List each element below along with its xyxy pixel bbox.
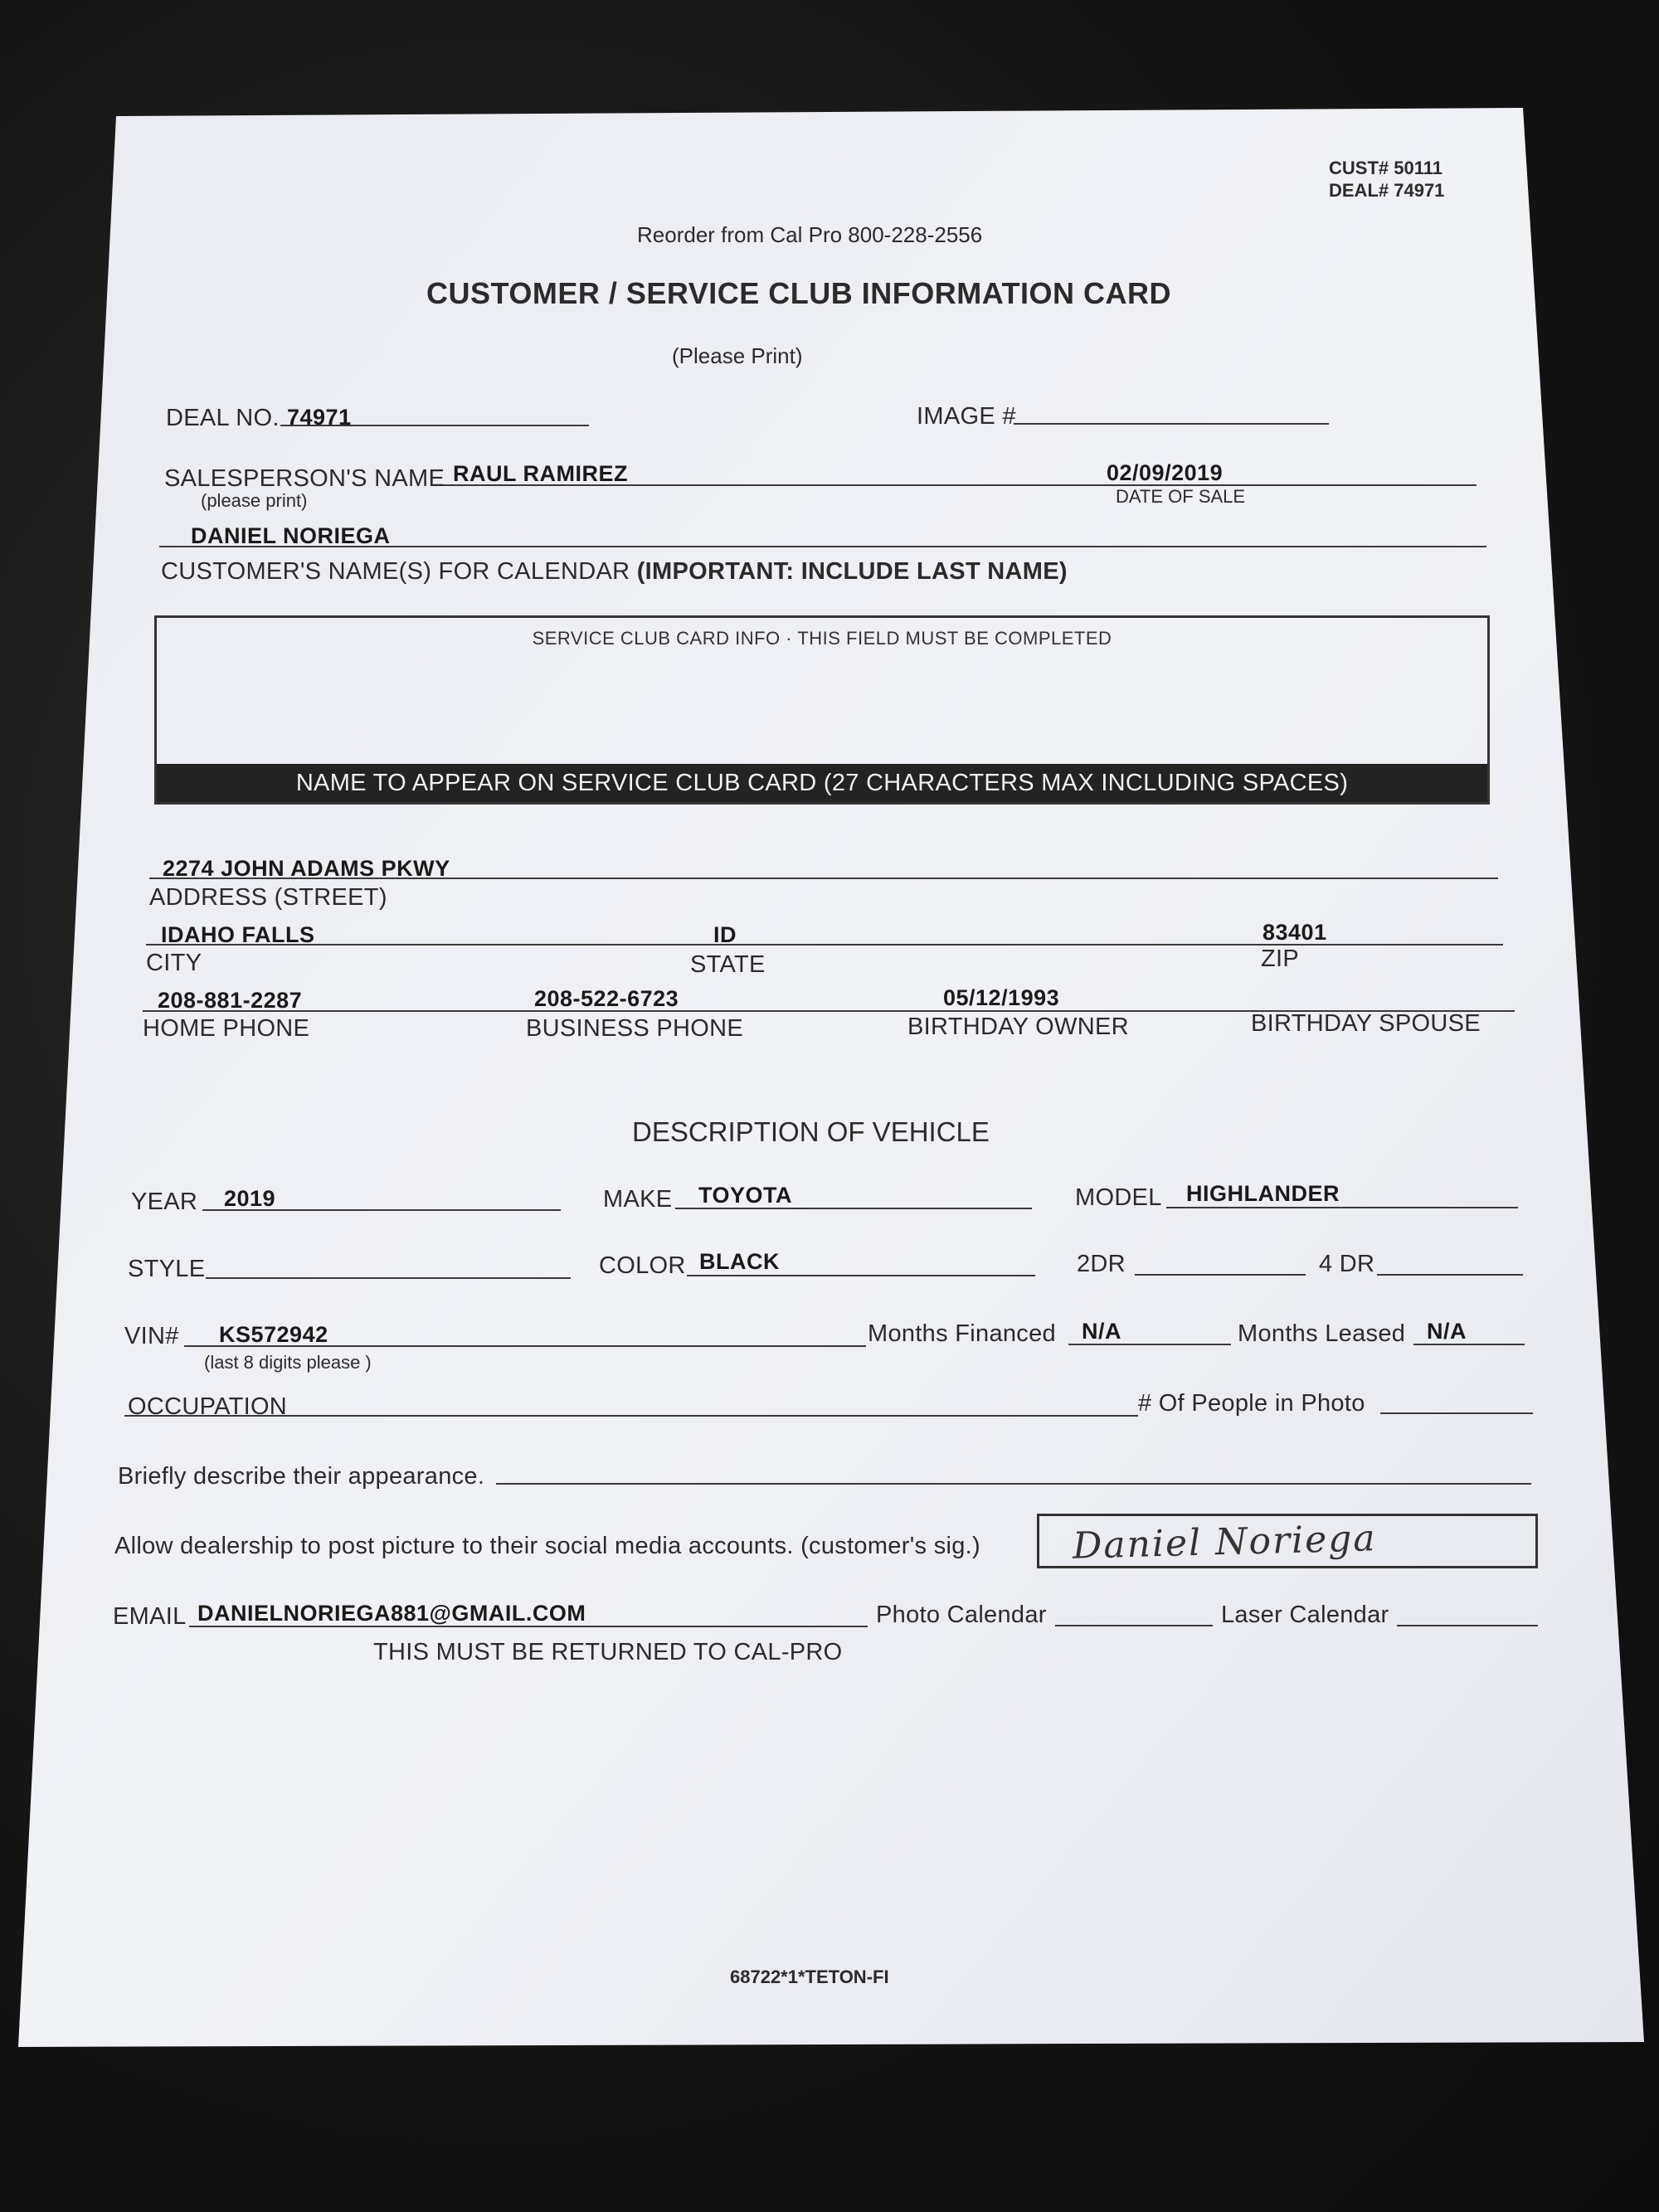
deal-number-top: DEAL# 74971 bbox=[1329, 180, 1445, 201]
people-in-photo-line[interactable] bbox=[1380, 1412, 1533, 1414]
street-line bbox=[149, 878, 1498, 879]
business-phone-value[interactable]: 208-522-6723 bbox=[534, 986, 679, 1011]
customer-signature: Daniel Noriega bbox=[1072, 1517, 1378, 1568]
color-value[interactable]: BLACK bbox=[699, 1249, 780, 1274]
make-line bbox=[675, 1208, 1032, 1209]
deal-no-line bbox=[280, 425, 589, 426]
birthday-owner-label: BIRTHDAY OWNER bbox=[907, 1014, 1129, 1040]
model-label: MODEL bbox=[1075, 1184, 1162, 1211]
four-door-line[interactable] bbox=[1377, 1274, 1523, 1276]
model-value[interactable]: HIGHLANDER bbox=[1186, 1181, 1340, 1206]
image-no-label: IMAGE # bbox=[917, 403, 1016, 430]
birthday-owner-value[interactable]: 05/12/1993 bbox=[943, 985, 1060, 1010]
image-no-line[interactable] bbox=[1014, 423, 1329, 425]
year-label: YEAR bbox=[131, 1189, 198, 1215]
city-value[interactable]: IDAHO FALLS bbox=[161, 922, 315, 947]
home-phone-label: HOME PHONE bbox=[143, 1015, 310, 1042]
zip-label: ZIP bbox=[1261, 946, 1300, 972]
service-club-header: SERVICE CLUB CARD INFO · THIS FIELD MUST BE COMPLETED bbox=[532, 628, 1112, 649]
date-of-sale-label: DATE OF SALE bbox=[1116, 486, 1246, 507]
signature-box[interactable] bbox=[1037, 1514, 1538, 1568]
months-financed-label: Months Financed bbox=[868, 1320, 1056, 1347]
four-door-label: 4 DR bbox=[1319, 1251, 1375, 1277]
street-label: ADDRESS (STREET) bbox=[149, 884, 387, 911]
home-phone-value[interactable]: 208-881-2287 bbox=[158, 988, 303, 1013]
footer-code: 68722*1*TETON-FI bbox=[730, 1966, 889, 1987]
birthday-spouse-label: BIRTHDAY SPOUSE bbox=[1251, 1010, 1481, 1037]
color-label: COLOR bbox=[599, 1252, 686, 1279]
year-line bbox=[202, 1209, 561, 1211]
salesperson-label: SALESPERSON'S NAME bbox=[164, 465, 445, 492]
date-of-sale-value[interactable]: 02/09/2019 bbox=[1107, 460, 1224, 485]
occupation-label: OCCUPATION bbox=[128, 1393, 288, 1420]
laser-calendar-label: Laser Calendar bbox=[1221, 1602, 1389, 1628]
style-line[interactable] bbox=[206, 1277, 571, 1279]
occupation-line[interactable] bbox=[124, 1415, 1138, 1417]
deal-no-value[interactable]: 74971 bbox=[287, 405, 352, 430]
year-value[interactable]: 2019 bbox=[224, 1186, 276, 1211]
salesperson-sub: (please print) bbox=[201, 490, 308, 511]
model-line bbox=[1166, 1207, 1518, 1208]
state-value[interactable]: ID bbox=[713, 922, 737, 947]
customer-name-line bbox=[159, 546, 1486, 547]
street-value[interactable]: 2274 JOHN ADAMS PKWY bbox=[163, 856, 450, 881]
vin-sub: (last 8 digits please ) bbox=[204, 1352, 372, 1373]
email-line bbox=[189, 1626, 868, 1627]
two-door-line[interactable] bbox=[1135, 1274, 1306, 1276]
months-leased-label: Months Leased bbox=[1238, 1320, 1406, 1347]
state-label: STATE bbox=[690, 951, 766, 978]
social-media-label: Allow dealership to post picture to their social media accounts. (customer's sig.) bbox=[114, 1533, 980, 1559]
city-label: CITY bbox=[146, 950, 202, 976]
months-leased-value[interactable]: N/A bbox=[1427, 1319, 1467, 1344]
photo-calendar-line[interactable] bbox=[1055, 1625, 1213, 1626]
service-club-box[interactable] bbox=[154, 615, 1490, 805]
zip-value[interactable]: 83401 bbox=[1262, 920, 1327, 945]
vehicle-heading: DESCRIPTION OF VEHICLE bbox=[632, 1116, 990, 1147]
make-value[interactable]: TOYOTA bbox=[698, 1183, 793, 1208]
color-line bbox=[687, 1275, 1035, 1276]
vin-line bbox=[184, 1345, 866, 1347]
appearance-label: Briefly describe their appearance. bbox=[118, 1463, 485, 1490]
cust-number: CUST# 50111 bbox=[1329, 158, 1443, 178]
business-phone-label: BUSINESS PHONE bbox=[526, 1015, 744, 1042]
appearance-line[interactable] bbox=[496, 1483, 1531, 1485]
laser-calendar-line[interactable] bbox=[1397, 1625, 1538, 1626]
two-door-label: 2DR bbox=[1077, 1251, 1126, 1277]
months-financed-value[interactable]: N/A bbox=[1082, 1319, 1121, 1344]
vin-value[interactable]: KS572942 bbox=[219, 1322, 328, 1347]
service-club-bar: NAME TO APPEAR ON SERVICE CLUB CARD (27 CHARACTERS MAX INCLUDING SPACES) bbox=[157, 764, 1487, 802]
email-value[interactable]: DANIELNORIEGA881@GMAIL.COM bbox=[197, 1601, 586, 1626]
return-note: THIS MUST BE RETURNED TO CAL-PRO bbox=[373, 1639, 843, 1665]
months-financed-line bbox=[1068, 1344, 1231, 1345]
style-label: STYLE bbox=[128, 1256, 206, 1282]
vin-label: VIN# bbox=[124, 1323, 179, 1349]
salesperson-line bbox=[443, 484, 1477, 486]
salesperson-value[interactable]: RAUL RAMIREZ bbox=[453, 461, 628, 486]
city-line bbox=[146, 944, 1503, 946]
customer-name-value[interactable]: DANIEL NORIEGA bbox=[191, 523, 391, 548]
make-label: MAKE bbox=[603, 1186, 673, 1213]
deal-no-label: DEAL NO. bbox=[166, 405, 280, 431]
people-in-photo-label: # Of People in Photo bbox=[1138, 1390, 1365, 1417]
reorder-info: Reorder from Cal Pro 800-228-2556 bbox=[637, 222, 983, 247]
email-label: EMAIL bbox=[113, 1603, 187, 1630]
photo-calendar-label: Photo Calendar bbox=[876, 1602, 1047, 1628]
form-title: CUSTOMER / SERVICE CLUB INFORMATION CARD bbox=[426, 276, 1172, 310]
please-print-note: (Please Print) bbox=[672, 343, 803, 368]
customer-name-label: CUSTOMER'S NAME(S) FOR CALENDAR (IMPORTANT: INCLUDE LAST NAME) bbox=[161, 558, 1068, 585]
months-leased-line bbox=[1413, 1344, 1525, 1345]
